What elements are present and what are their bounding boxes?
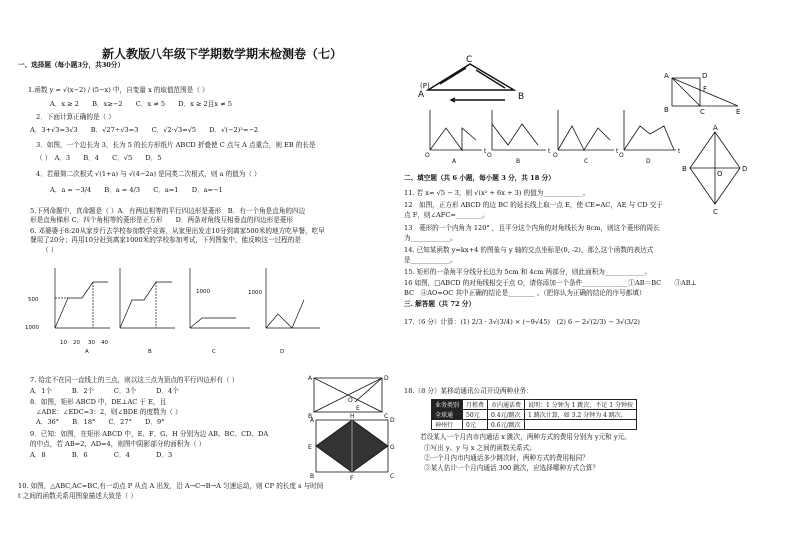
question-13-line1: 13 菱形的一个内角为 120° ，且平分这个内角的对角线长为 8cm，则这个菱形的周长 [404, 224, 660, 232]
question-4: 4．若最简二次根式 √(1+a) 与 √(4−2a) 是同类二次根式，则 a 的值为（ ） [36, 170, 261, 178]
table-cell: 0.4元/跳次 [488, 410, 525, 420]
table-header: 市内通话费 [488, 400, 525, 410]
q9-label-F: F [350, 475, 354, 482]
question-16-line2: BC ④AO=OC 其中正确的结论是________ 。（把你认为正确的结论的序号都填） [404, 289, 646, 297]
q12-label-C: C [700, 108, 705, 116]
q9-label-H: H [350, 413, 355, 420]
q12-label-E: E [736, 108, 741, 116]
q9-label-B: B [310, 473, 315, 480]
question-3: 3．如图，一个边长为 3，长为 5 的长方形纸片 ABCD 折叠使 C 点与 A 点重合，则 EB 的长是 [36, 141, 316, 149]
option-C-label: C [212, 349, 216, 355]
graph-t-c: t [616, 148, 619, 155]
question-7-options: A．1个 B．2个 C．3个 D．4个 [30, 387, 179, 395]
question-5-line1: 5.下列命题中，真命题是（ ）A．有两边相等的平行四边形是菱形 B．有一个角是直角的四边 [30, 207, 306, 215]
question-18-part3: ③某人估计一个月内通话 300 跳次，应选择哪种方式合算？ [424, 464, 600, 472]
graph-origin-c: O [553, 152, 558, 159]
q10-triangle [428, 64, 514, 102]
table-cell: 0.6元/跳次 [488, 420, 525, 430]
q9-label-E: E [308, 444, 312, 451]
question-18-setup: 若设某人一个月内市内通话 x 跳次，两种方式的费用分别为 y元和 y元。 [420, 433, 631, 441]
q10-label-B: B [518, 92, 525, 102]
tick-1000-c: 1000 [196, 289, 210, 295]
graph-t-d: t [678, 148, 681, 155]
q12-label-D: D [702, 72, 708, 80]
section-fill: 二、填空题（共 6 小题，每小题 3 分，共 18 分） [404, 174, 555, 182]
graph-t-a: t [484, 148, 487, 155]
q16-rhombus-figure [690, 132, 740, 204]
option-B-label: B [148, 349, 152, 355]
q10-option-graphs [430, 110, 676, 150]
table-note: 说明：1 分钟为 1 跳次，不足 1 分钟按 [525, 400, 637, 410]
question-6-line3: （ ） [42, 246, 58, 254]
question-17: 17.（6 分）计算：(1) 2/3 · 3√(3/4) × (−9√45) (2) 6 − 2√(2/3) − 3√(3/2) [404, 318, 640, 326]
q10-label-C: C [466, 55, 473, 65]
graph-option-B: B [516, 158, 521, 165]
q16-label-A: A [713, 124, 718, 132]
question-6-line1: 6. 邓婆婆于8:20从家步行去学校参加数学竞赛，从家里出发走10分到离家500米的地方吃早餐，吃早 [30, 227, 325, 235]
table-cell: 神州行 [432, 420, 463, 430]
q8-label-O: O [348, 397, 353, 404]
question-3-options: （ ） A．3 B．4 C．√5 D．5 [36, 154, 162, 162]
tick-30-a: 30 [88, 340, 95, 346]
question-9-line1: 9．已知：如图，在矩形 ABCD 中，E、F、G、H 分别为边 AB、BC、CD、DA [30, 430, 269, 438]
q12-label-A: A [664, 72, 669, 80]
q9-label-D: D [390, 417, 395, 424]
option-D-label: D [280, 349, 285, 355]
option-A-label: A [85, 349, 89, 355]
q16-label-C: C [713, 208, 718, 216]
graph-option-A: A [452, 158, 457, 165]
table-row [432, 410, 637, 420]
graph-origin-b: O [487, 152, 492, 159]
question-10-line1: 10. 如图，△ABC,AC=BC,有一动点 P 从点 A 出发，沿 A→C→B→A 匀速运动，则 CP 的长度 s 与时间 [18, 482, 324, 490]
q16-label-O: O [717, 170, 723, 178]
question-12-line1: 12 如图，正方形 ABCD 的边 BC 的延长线上取一点 E，使 CE=AC，AE 与 CD 交于 [404, 201, 663, 209]
question-8-line2: ∠ADE：∠EDC=3：2，则∠BDE 的度数为（ ） [36, 408, 182, 416]
question-1-options: A．x ≥ 2 B．x≥−2 C．x ≠ 5 D．x ≥ 2且x ≠ 5 [50, 100, 232, 108]
page-title: 新人教版八年级下学期数学期末检测卷（七） [102, 47, 343, 61]
question-7-line1: 7. 给定不在同一直线上的三点，则以这三点为顶点的平行四边形有（ ） [30, 376, 239, 384]
tick-10-a: 10 [60, 340, 67, 346]
tick-40-a: 40 [101, 340, 108, 346]
question-8-line1: 8．如图，矩形 ABCD 中，DE⊥AC 于 E，且 [30, 398, 167, 406]
question-15: 15. 矩形的一条角平分线分长边为 5cm 和 4cm 两部分，则此面积为____________。 [404, 268, 652, 276]
q9-label-A: A [310, 417, 315, 424]
question-9-line2: 的中点，若 AB=2，AD=4，则图中阴影部分的面积为（ ） [30, 440, 206, 448]
table-cell: 50元 [463, 410, 488, 420]
q16-label-D: D [742, 165, 748, 173]
q12-label-F: F [703, 85, 708, 93]
q8-label-A: A [308, 375, 313, 382]
q8-label-B: B [308, 413, 313, 420]
question-4-options: A．a = −3/4 B．a = 4/3 C．a=1 D．a=−1 [50, 186, 223, 194]
question-5-line2: 形是直角梯形 C．四个角相等的菱形是正方形 D．两条对角线互相垂直的四边形是菱形 [30, 216, 293, 224]
graph-option-D: D [646, 158, 651, 165]
question-18-part2: ②一个月内市内通话多少跳次时，两种方式的费用相同？ [424, 454, 589, 462]
question-1: 1.函数 y = √(x−2) / (5−x) 中，自变量 x 的取值范围是（ ） [28, 86, 209, 94]
q10-label-P: (P) [420, 82, 430, 90]
q8-label-C: C [384, 413, 389, 420]
graph-origin-d: O [619, 152, 624, 159]
table-cell: 全球通 [432, 410, 463, 420]
question-14-line2: 是____________。 [404, 256, 457, 264]
question-8-options: A．36° B．18° C．27° D．9° [36, 418, 165, 426]
question-16-line1: 16 如图，□ABCD 的对角线相交于点 O，请你添加一个条件______________①AB＝BC ③AB⊥ [404, 279, 697, 287]
q8-label-E: E [356, 405, 360, 412]
graph-origin-a: O [425, 152, 430, 159]
question-12-line2: 点 F，则∠AFC=________。 [404, 211, 489, 219]
question-6-line2: 餐用了20分；再用10分赶到离家1000米的学校参加考试，下列图象中，能反映这一过程的是 [30, 236, 301, 244]
tick-500-a: 500 [28, 297, 39, 303]
question-11: 11. 若 x= √5 − 3，则 √(x² + 6x + 3) 的值为____________。 [404, 189, 590, 197]
tick-20-a: 20 [73, 340, 80, 346]
question-2-options: A．3+√3=3√3 B．√27÷√3=3 C．√2·√3=√5 D．√(−2)²=−2 [30, 126, 259, 134]
tick-1000-d: 1000 [248, 290, 262, 296]
q9-label-C: C [390, 473, 395, 480]
tick-1000-a: 1000 [25, 325, 39, 331]
table-cell: 0元 [463, 420, 488, 430]
table-row [432, 420, 637, 430]
q10-label-A: A [418, 90, 425, 100]
fee-table [431, 399, 637, 430]
question-14-line1: 14. 已知某函数 y=kx+4 的图象与 y 轴的交点坐标是(0, -2)，那么这个函数的表达式 [404, 246, 654, 254]
table-row [432, 400, 637, 410]
q9-label-G: G [390, 444, 395, 451]
question-18: 18.（8 分）某移动通讯公司开设两种业务： [404, 387, 533, 395]
section-answer: 三. 解答题（共 72 分） [404, 300, 476, 308]
question-18-part1: ①写出 y、y 与 x 之间的函数关系式； [424, 444, 536, 452]
table-note: 1 跳次计算，如 3.2 分钟为 4 跳次。 [525, 410, 637, 420]
graph-option-C: C [584, 158, 589, 165]
q16-label-B: B [682, 165, 687, 173]
table-header: 业务类别 [432, 400, 463, 410]
question-13-line2: 为____________。 [404, 234, 457, 242]
question-2: 2．下面计算正确的是（ ） [36, 113, 115, 121]
graph-t-b: t [548, 148, 551, 155]
question-10-line2: t 之间的函数关系用图象描述大致是（ ） [18, 492, 137, 500]
q8-label-D: D [384, 375, 389, 382]
table-header: 月租费 [463, 400, 488, 410]
question-9-options: A．8 B．6 C．4 D．3 [30, 451, 173, 459]
section-choice: 一、选择题（每小题3分，共30分） [18, 61, 125, 69]
q12-label-B: B [664, 106, 669, 114]
